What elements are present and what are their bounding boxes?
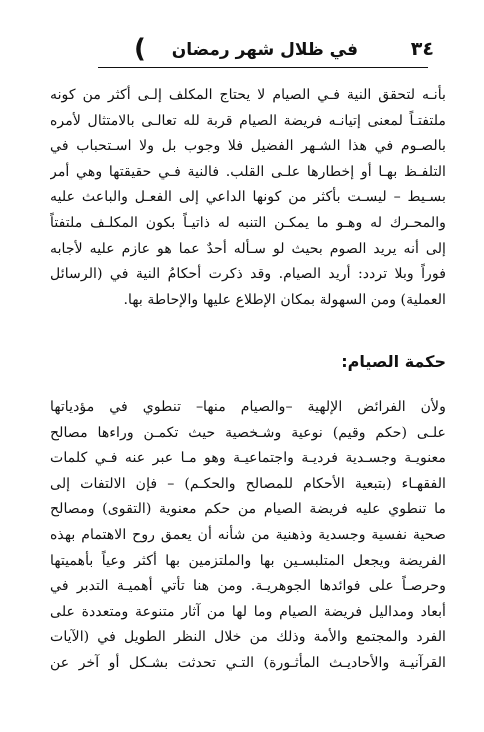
text-line: فوراً وبلا تردد: أريد الصيام. وقد ذكرت أحكامُ النية في (الرسائل xyxy=(50,266,446,283)
text-line: الفقهـاء (بتبعية الأحكام للمصالح والحكـم) – فإن الالتفات إلى xyxy=(50,475,446,492)
text-line: وحرصـاً على فوائدها الجوهريـة. ومن هنا تأتي أهميـة التدبر في xyxy=(50,578,446,595)
text-line: الفريضة ويجعل المتلبسـين بها والملتزمين بها أكثر وعياً بأهميتها xyxy=(50,552,446,569)
text-line: والمحـرك له وهـو ما يمكـن التنبه له ذاتيـاً بكون المكلـف ملتفتاً xyxy=(50,214,446,231)
text-line: صحية نفسية وجسدية وذهنية من شأنه أن يعمق روح الاهتمام بهذه xyxy=(50,526,446,543)
text-line: بالصـوم في هذا الشـهر الفضيل فلا وجوب بل ولا اسـتحباب في xyxy=(50,138,446,155)
text-line: العملية) ومن السهولة بمكان الإطلاع عليها والإحاطة بها. xyxy=(123,291,446,308)
text-line: القرآنيـة والأحاديـث المأثـورة) التـي تحدثت بشـكل أو آخر عن xyxy=(50,654,446,671)
text-line: بسـيط – ليسـت بأكثر من كونها الداعي إلى الفعـل والباعث عليه xyxy=(50,189,446,206)
text-line: ولأن الفرائض الإلهية –والصيام منها– تنطوي في مؤدياتها xyxy=(50,399,446,415)
text-line: التلفـظ بهـا أو إخطارها علـى القلب. فالنية فـي حقيقتها وهي أمر xyxy=(50,163,446,180)
text-line: ملتفتـاً لمعنى إتيانـه فريضة الصيام قربة لله تعالـى بالامتثال لأمره xyxy=(50,112,446,129)
page-header xyxy=(96,36,434,64)
header-rule xyxy=(98,67,428,68)
text-line: معنويـة وجسـدية فرديـة واجتماعيـة وهو مـا عبر عنه فـي كلمات xyxy=(50,450,446,467)
section-heading: حكمة الصيام: xyxy=(341,352,446,371)
paragraph-intention xyxy=(50,83,446,313)
header-parenthesis: ) xyxy=(134,34,146,64)
text-line: بأنـه لتحقق النية فـي الصيام لا يحتاج المكلف إلـى أكثر من كونه xyxy=(50,87,446,103)
text-line: الفرد والمجتمع والأمة وذلك من خلال النظر الطويل في (الآيات xyxy=(50,629,446,646)
running-title: في ظلال شهر رمضان xyxy=(171,40,358,60)
text-line: علـى (حكم وقيم) نوعية وشـخصية حيث تكمـن وراءها مصالح xyxy=(50,424,446,441)
text-line: أبعاد ومداليل فريضة الصيام وما لها من آثار متنوعة ومتعددة على xyxy=(50,603,446,620)
text-line: إلى أنه يريد الصوم بحيث لو سـأله أحدٌ عما هو عازم عليه لأجابه xyxy=(50,240,446,257)
text-line: ما تنطوي عليه فريضة الصيام من حكم معنوية (التقوى) ومصالح xyxy=(50,501,446,518)
paragraph-fasting-wisdom xyxy=(50,395,446,677)
page-number: ٣٤ xyxy=(410,38,434,60)
